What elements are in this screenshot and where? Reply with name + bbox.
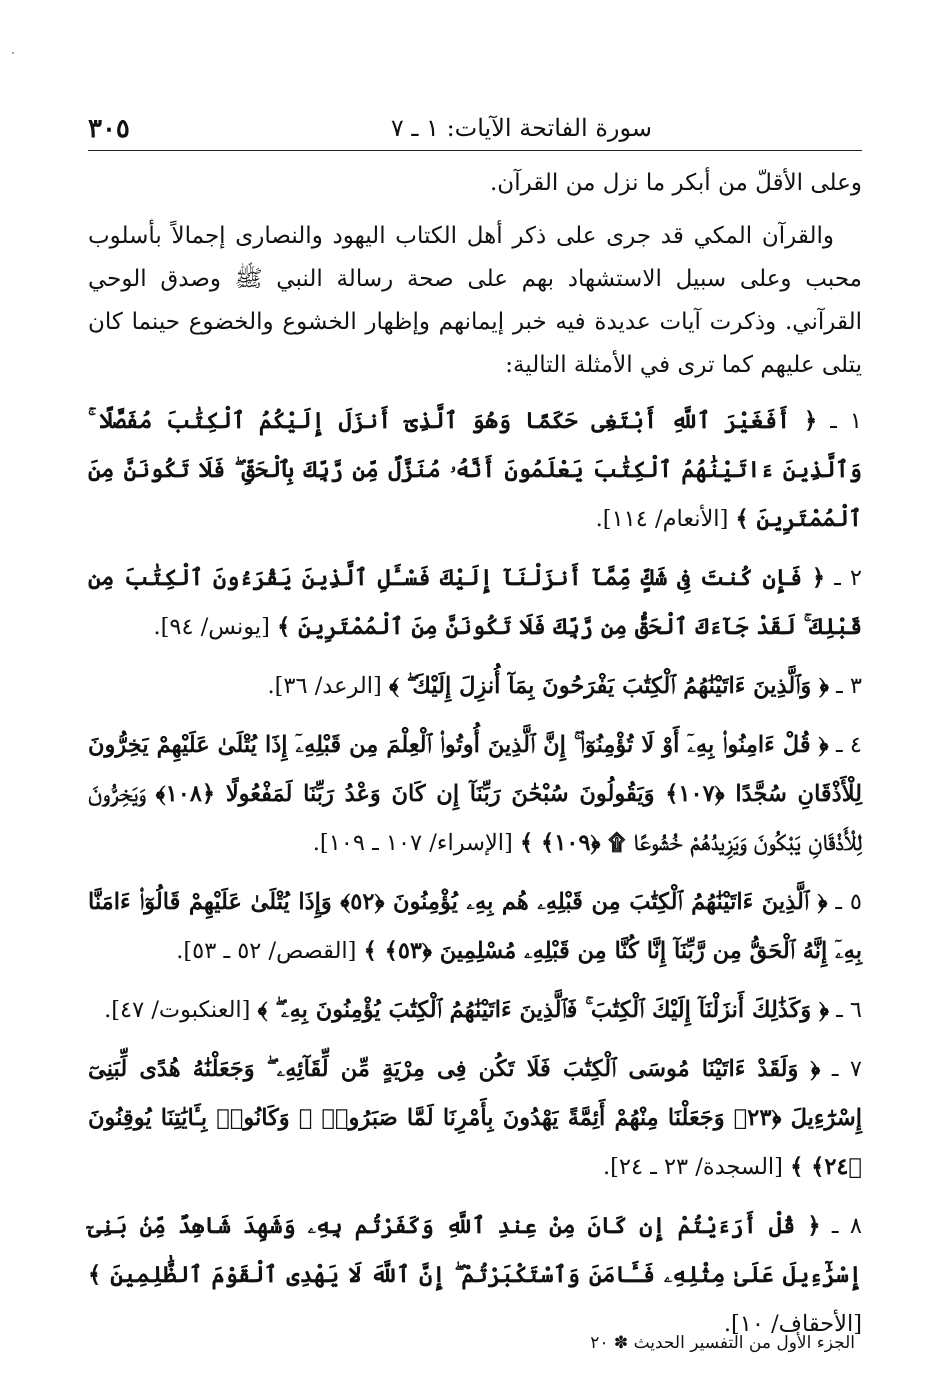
example-4	[88, 721, 862, 868]
quran-verse: ﴿ ٱلَّذِينَ ءَاتَيْنَٰهُمُ ٱلْكِتَٰبَ مِن قَبْلِهِۦ هُم بِهِۦ يُؤْمِنُونَ ﴿٥٢﴾ وَإِذَا يُتْلَىٰ عَلَيْهِمْ قَالُوٓا۟ ءَامَنَّا بِهِۦٓ إِنَّهُ ٱلْحَقُّ مِن رَّبِّنَآ إِنَّا كُنَّا مِن قَبْلِهِۦ مُسْلِمِينَ ﴿٥٣﴾ ﴾	[88, 889, 862, 964]
quran-verse: ﴿ أَفَغَيْرَ ٱللَّهِ أَبْتَغِى حَكَمًا وَهُوَ ٱلَّذِىٓ أَنزَلَ إِلَيْكُمُ ٱلْكِتَٰبَ مُفَصَّلًا ۚ وَٱلَّذِينَ ءَاتَيْنَٰهُمُ ٱلْكِتَٰبَ يَعْلَمُونَ أَنَّهُۥ مُنَزَّلٌ مِّن رَّبِّكَ بِٱلْحَقِّ ۖ فَلَا تَكُونَنَّ مِنَ ٱلْمُمْتَرِينَ ﴾	[88, 408, 862, 532]
example-5	[88, 878, 862, 976]
verse-reference: [الأنعام/ ١١٤].	[595, 506, 729, 532]
verse-reference: [القصص/ ٥٢ ـ ٥٣].	[176, 938, 357, 964]
verse-reference: [يونس/ ٩٤].	[153, 614, 270, 640]
verse-reference: [الرعد/ ٣٦].	[267, 673, 382, 699]
quran-verse: ﴿ قُلْ ءَامِنُوا۟ بِهِۦٓ أَوْ لَا تُؤْمِنُوٓا۟ ۚ إِنَّ ٱلَّذِينَ أُوتُوا۟ ٱلْعِلْمَ مِن قَبْلِهِۦٓ إِذَا يُتْلَىٰ عَلَيْهِمْ يَخِرُّونَ لِلْأَذْقَانِ سُجَّدًا ﴿١٠٧﴾ وَيَقُولُونَ سُبْحَٰنَ رَبِّنَآ إِن كَانَ وَعْدُ رَبِّنَا لَمَفْعُولًا ﴿١٠٨﴾ وَيَخِرُّونَ لِلْأَذْقَانِ يَبْكُونَ وَيَزِيدُهُمْ خُشُوعًا ۩ ﴿١٠٩﴾ ﴾	[88, 732, 862, 856]
verse-reference: [الإسراء/ ١٠٧ ـ ١٠٩].	[312, 830, 513, 856]
example-2	[88, 554, 862, 652]
margin-mark	[12, 52, 14, 54]
verse-reference: [العنكبوت/ ٤٧].	[104, 997, 251, 1023]
example-number: ١ ـ	[830, 408, 862, 434]
example-7	[88, 1045, 862, 1192]
example-8	[88, 1202, 862, 1349]
example-number: ٤ ـ	[835, 732, 862, 758]
running-title: سورة الفاتحة الآيات: ١ ـ ٧	[390, 114, 652, 142]
verse-reference: [السجدة/ ٢٣ ـ ٢٤].	[602, 1154, 783, 1180]
example-number: ٣ ـ	[836, 673, 862, 699]
example-number: ٥ ـ	[835, 889, 863, 915]
page-body	[88, 162, 862, 1349]
paragraph-intro: وعلى الأقلّ من أبكر ما نزل من القرآن.	[490, 170, 862, 196]
quran-verse: ﴿ وَكَذَٰلِكَ أَنزَلْنَآ إِلَيْكَ ٱلْكِتَٰبَ ۚ فَٱلَّذِينَ ءَاتَيْنَٰهُمُ ٱلْكِتَٰبَ يُؤْمِنُونَ بِهِۦ ۖ ﴾	[257, 997, 829, 1023]
page-footer: الجزء الأول من التفسير الحديث ✽ ٢٠	[590, 1333, 855, 1353]
quran-verse: ﴿ فَإِن كُنتَ فِى شَكٍّ مِّمَّآ أَنزَلْنَآ إِلَيْكَ فَسْـَٔلِ ٱلَّذِينَ يَقْرَءُونَ ٱلْكِتَٰبَ مِن قَبْلِكَ ۚ لَقَدْ جَآءَكَ ٱلْحَقُّ مِن رَّبِّكَ فَلَا تَكُونَنَّ مِنَ ٱلْمُمْتَرِينَ ﴾	[88, 565, 862, 640]
quran-verse: ﴿ قُلْ أَرَءَيْتُمْ إِن كَانَ مِنْ عِندِ ٱللَّهِ وَكَفَرْتُم بِهِۦ وَشَهِدَ شَاهِدٌ مِّنۢ بَنِىٓ إِسْرَٰٓءِيلَ عَلَىٰ مِثْلِهِۦ فَـَٔامَنَ وَٱسْتَكْبَرْتُمْ ۖ إِنَّ ٱللَّهَ لَا يَهْدِى ٱلْقَوْمَ ٱلظَّٰلِمِينَ ﴾	[88, 1213, 862, 1288]
verse-reference: [الأحقاف/ ١٠].	[723, 1311, 862, 1337]
page-number: ٣٠٥	[88, 114, 130, 144]
example-1	[88, 397, 862, 544]
paragraph-context: والقرآن المكي قد جرى على ذكر أهل الكتاب اليهود والنصارى إجمالاً بأسلوب محبب وعلى سبيل الاستشهاد بهم على صحة رسالة النبي ﷺ وصدق الوحي القرآني. وذكرت آيات عديدة فيه خبر إيمانهم وإظهار الخشوع والخضوع حينما كان يتلى عليهم كما ترى في الأمثلة التالية:	[88, 223, 862, 378]
page-header	[88, 112, 862, 151]
example-6	[88, 986, 862, 1035]
example-number: ٨ ـ	[831, 1213, 862, 1239]
quran-verse: ﴿ وَلَقَدْ ءَاتَيْنَا مُوسَى ٱلْكِتَٰبَ فَلَا تَكُن فِى مِرْيَةٍ مِّن لِّقَآئِهِۦ ۖ وَجَعَلْنَٰهُ هُدًى لِّبَنِىٓ إِسْرَٰٓءِيلَ ﴿٢٣﴾ وَجَعَلْنَا مِنْهُمْ أَئِمَّةً يَهْدُونَ بِأَمْرِنَا لَمَّا صَبَرُوا۟ ۖ وَكَانُوا۟ بِـَٔايَٰتِنَا يُوقِنُونَ ﴿٢٤﴾ ﴾	[88, 1056, 863, 1180]
quran-verse: ﴿ وَٱلَّذِينَ ءَاتَيْنَٰهُمُ ٱلْكِتَٰبَ يَفْرَحُونَ بِمَآ أُنزِلَ إِلَيْكَ ۖ ﴾	[388, 673, 829, 699]
example-number: ٢ ـ	[834, 565, 862, 591]
example-number: ٦ ـ	[836, 997, 862, 1023]
example-3	[88, 662, 862, 711]
example-number: ٧ ـ	[831, 1056, 862, 1082]
